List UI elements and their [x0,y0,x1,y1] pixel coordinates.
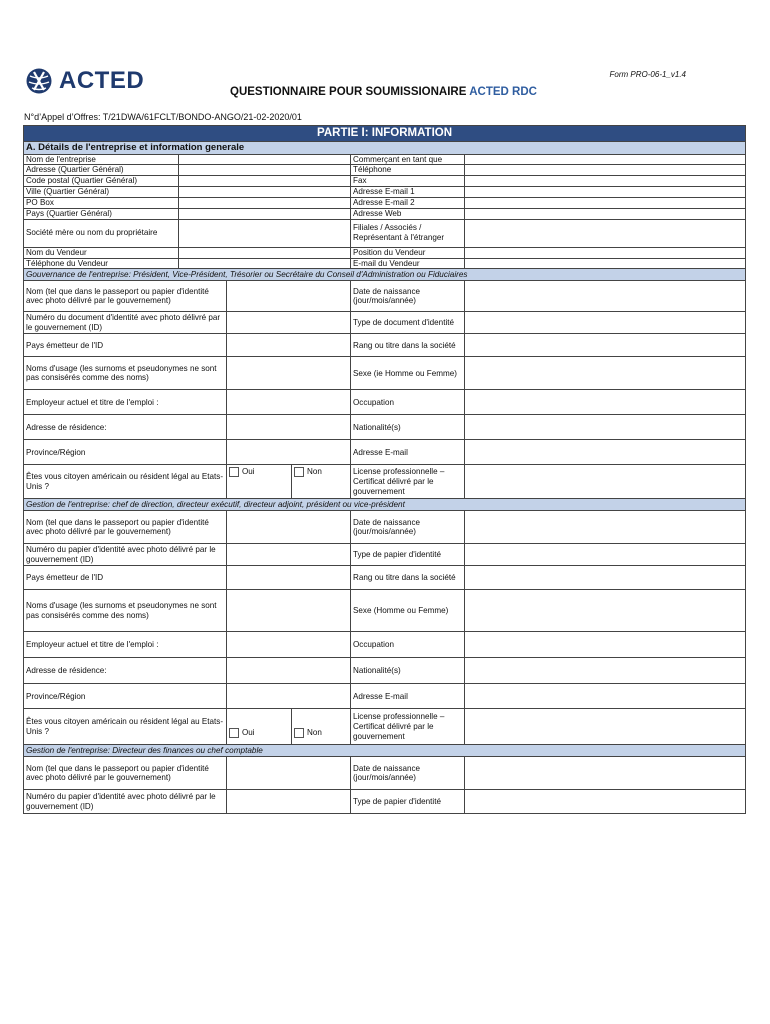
acted-logo [25,66,144,96]
field-fin-id-number[interactable] [227,790,351,814]
mgmt-non-option[interactable] [292,709,351,745]
label-gov-province: Province/Région [24,440,227,465]
field-website[interactable] [465,208,746,219]
field-gov-rank[interactable] [465,334,746,357]
label-hq-address: Adresse (Quartier Général) [24,165,179,176]
label-fin-name: Nom (tel que dans le passeport ou papier d'identité avec photo délivré par le gouvernement) [24,757,227,790]
label-mgmt-sex: Sexe (Homme ou Femme) [351,590,465,632]
field-po-box[interactable] [179,198,351,209]
gov-non-label: Non [307,467,322,477]
field-gov-email[interactable] [465,440,746,465]
label-mgmt-id-number: Numéro du papier d'identité avec photo délivré par le gouvernement (ID) [24,544,227,566]
label-mgmt-rank: Rang ou titre dans la société [351,566,465,590]
label-mgmt-occupation: Occupation [351,632,465,658]
field-mgmt-email[interactable] [465,684,746,709]
field-email-2[interactable] [465,198,746,209]
gov-non-checkbox[interactable] [294,467,304,477]
label-vendor-phone: Téléphone du Vendeur [24,258,179,269]
field-gov-occupation[interactable] [465,390,746,415]
document-title [230,86,537,98]
field-phone[interactable] [465,165,746,176]
gov-non-option[interactable] [292,465,351,499]
label-mgmt-license: License professionnelle – Certificat délivré par le gouvernement [351,709,465,745]
field-gov-sex[interactable] [465,357,746,390]
label-mgmt-name: Nom (tel que dans le passeport ou papier d'identité avec photo délivré par le gouvernement) [24,511,227,544]
label-gov-id-country: Pays émetteur de l'ID [24,334,227,357]
label-vendor-position: Position du Vendeur [351,247,465,258]
label-website: Adresse Web [351,208,465,219]
field-gov-id-type[interactable] [465,312,746,334]
field-mgmt-sex[interactable] [465,590,746,632]
field-mgmt-aliases[interactable] [227,590,351,632]
label-postal-code: Code postal (Quartier Général) [24,176,179,187]
title-accent: ACTED RDC [469,86,537,98]
label-country: Pays (Quartier Général) [24,208,179,219]
label-po-box: PO Box [24,198,179,209]
label-mgmt-id-type: Type de papier d'identité [351,544,465,566]
label-gov-birthdate: Date de naissance (jour/mois/année) [351,281,465,312]
label-gov-license: License professionnelle – Certificat délivré par le gouvernement [351,465,465,499]
label-subsidiaries: Filiales / Associés / Représentant à l'étranger [351,219,465,247]
label-gov-occupation: Occupation [351,390,465,415]
gov-oui-checkbox[interactable] [229,467,239,477]
field-mgmt-rank[interactable] [465,566,746,590]
label-mgmt-residence: Adresse de résidence: [24,658,227,684]
label-mgmt-aliases: Noms d'usage (les surnoms et pseudonymes ne sont pas consisérés comme des noms) [24,590,227,632]
field-mgmt-employer[interactable] [227,632,351,658]
field-gov-employer[interactable] [227,390,351,415]
label-mgmt-employer: Employeur actuel et titre de l'emploi : [24,632,227,658]
part-title: PARTIE I: INFORMATION [24,126,746,142]
label-gov-residence: Adresse de résidence: [24,415,227,440]
field-mgmt-birthdate[interactable] [465,511,746,544]
field-gov-province[interactable] [227,440,351,465]
label-gov-employer: Employeur actuel et titre de l'emploi : [24,390,227,415]
label-gov-nationality: Nationalité(s) [351,415,465,440]
logo-wordmark: ACTED [59,67,145,94]
gov-oui-option[interactable] [227,465,292,499]
field-mgmt-residence[interactable] [227,658,351,684]
field-gov-id-number[interactable] [227,312,351,334]
field-mgmt-id-country[interactable] [227,566,351,590]
label-gov-email: Adresse E-mail [351,440,465,465]
label-gov-name: Nom (tel que dans le passeport ou papier d'identité avec photo délivré par le gouvernement) [24,281,227,312]
questionnaire-table [23,125,746,814]
label-gov-sex: Sexe (ie Homme ou Femme) [351,357,465,390]
field-gov-birthdate[interactable] [465,281,746,312]
governance-title: Gouvernance de l'entreprise: Président, Vice-Président, Trésorier ou Secrétaire du Conseil d'Administration ou Fiduciaires [24,269,746,281]
management-title: Gestion de l'entreprise: chef de direction, directeur exécutif, directeur adjoint, président ou vice-président [24,499,746,511]
field-country[interactable] [179,208,351,219]
field-fax[interactable] [465,176,746,187]
field-mgmt-id-number[interactable] [227,544,351,566]
field-gov-aliases[interactable] [227,357,351,390]
label-fin-id-number: Numéro du papier d'identité avec photo délivré par le gouvernement (ID) [24,790,227,814]
field-fin-name[interactable] [227,757,351,790]
label-fin-birthdate: Date de naissance (jour/mois/année) [351,757,465,790]
label-trade-name: Commerçant en tant que [351,154,465,165]
label-vendor-email: E-mail du Vendeur [351,258,465,269]
label-city: Ville (Quartier Général) [24,187,179,198]
globe-icon [25,67,53,95]
mgmt-oui-label: Oui [242,728,255,738]
field-hq-address[interactable] [179,165,351,176]
field-postal-code[interactable] [179,176,351,187]
label-fax: Fax [351,176,465,187]
label-email-2: Adresse E-mail 2 [351,198,465,209]
label-mgmt-province: Province/Région [24,684,227,709]
field-fin-id-type[interactable] [465,790,746,814]
label-phone: Téléphone [351,165,465,176]
mgmt-non-label: Non [307,728,322,738]
gov-oui-label: Oui [242,467,255,477]
field-gov-license[interactable] [465,465,746,499]
field-fin-birthdate[interactable] [465,757,746,790]
field-mgmt-id-type[interactable] [465,544,746,566]
field-gov-id-country[interactable] [227,334,351,357]
section-a-title: A. Détails de l'entreprise et information generale [24,142,746,155]
label-mgmt-nationality: Nationalité(s) [351,658,465,684]
mgmt-non-checkbox[interactable] [294,728,304,738]
label-company-name: Nom de l'entreprise [24,154,179,165]
field-mgmt-occupation[interactable] [465,632,746,658]
label-gov-id-number: Numéro du document d'identité avec photo délivré par le gouvernement (ID) [24,312,227,334]
field-email-1[interactable] [465,187,746,198]
field-gov-residence[interactable] [227,415,351,440]
label-gov-us-citizen: Êtes vous citoyen américain ou résident légal au Etats-Unis ? [24,465,227,499]
field-parent-company[interactable] [179,219,351,247]
label-vendor-name: Nom du Vendeur [24,247,179,258]
field-mgmt-name[interactable] [227,511,351,544]
tender-reference: N°d’Appel d’Offres: T/21DWA/61FCLT/BONDO-ANGO/21-02-2020/01 [24,112,302,122]
field-company-name[interactable] [179,154,351,165]
field-gov-nationality[interactable] [465,415,746,440]
field-mgmt-license[interactable] [465,709,746,745]
field-vendor-email[interactable] [465,258,746,269]
label-mgmt-us-citizen: Êtes vous citoyen américain ou résident légal au Etats-Unis ? [24,709,227,745]
field-vendor-phone[interactable] [179,258,351,269]
field-mgmt-province[interactable] [227,684,351,709]
label-mgmt-id-country: Pays émetteur de l'ID [24,566,227,590]
label-mgmt-birthdate: Date de naissance (jour/mois/année) [351,511,465,544]
field-vendor-position[interactable] [465,247,746,258]
label-gov-aliases: Noms d'usage (les surnoms et pseudonymes ne sont pas consisérés comme des noms) [24,357,227,390]
field-gov-name[interactable] [227,281,351,312]
label-fin-id-type: Type de papier d'identité [351,790,465,814]
field-subsidiaries[interactable] [465,219,746,247]
label-gov-id-type: Type de document d'identité [351,312,465,334]
mgmt-oui-checkbox[interactable] [229,728,239,738]
label-parent-company: Société mère ou nom du propriétaire [24,219,179,247]
field-city[interactable] [179,187,351,198]
label-mgmt-email: Adresse E-mail [351,684,465,709]
title-main: QUESTIONNAIRE POUR SOUMISSIONAIRE [230,86,467,98]
field-mgmt-nationality[interactable] [465,658,746,684]
mgmt-oui-option[interactable] [227,709,292,745]
label-gov-rank: Rang ou titre dans la société [351,334,465,357]
field-trade-name[interactable] [465,154,746,165]
form-code: Form PRO-06-1_v1.4 [609,70,686,79]
finance-title: Gestion de l'entreprise: Directeur des finances ou chef comptable [24,745,746,757]
label-email-1: Adresse E-mail 1 [351,187,465,198]
field-vendor-name[interactable] [179,247,351,258]
